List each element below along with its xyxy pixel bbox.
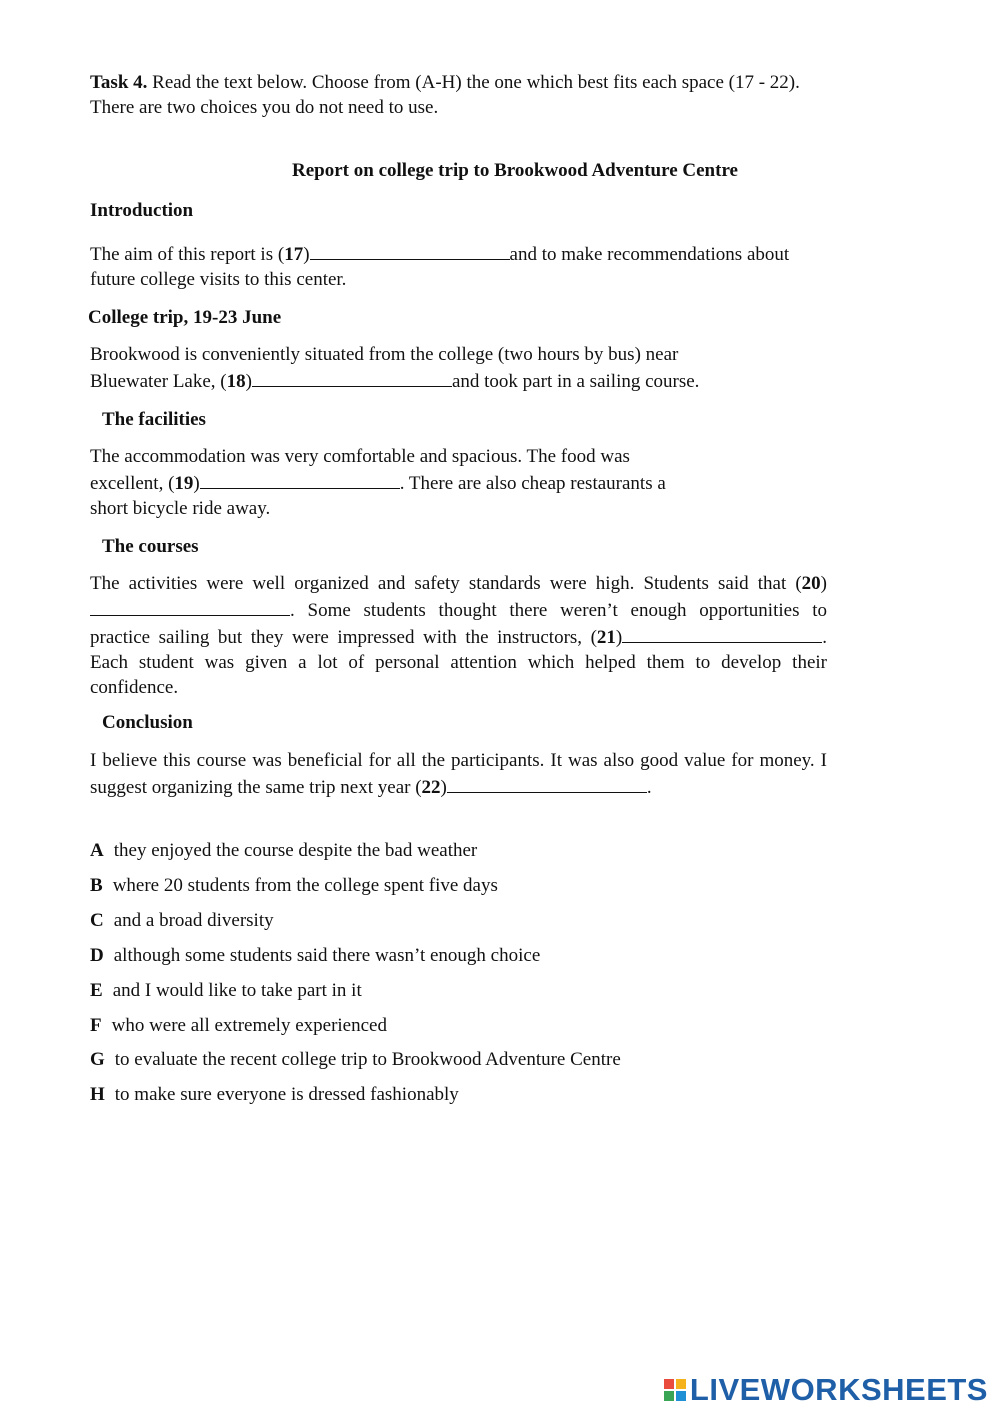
gap-number-21: 21 [596, 627, 616, 648]
answer-blank-21[interactable] [622, 623, 822, 643]
answer-blank-19[interactable] [200, 469, 400, 489]
option-item [90, 1047, 621, 1072]
trip-text-before: Brookwood is conveniently situated from the college (two hours by bus) near Bluewater Lake, ( [90, 344, 679, 392]
trip-heading: College trip, 19-23 June [88, 307, 282, 328]
option-letter: C [90, 910, 104, 931]
report-title: Report on college trip to Brookwood Adventure Centre [292, 160, 738, 181]
conclusion-text-after: . [646, 777, 652, 798]
option-letter: A [90, 840, 104, 861]
trip-text-after: and took part in a sailing course. [451, 371, 700, 392]
courses-heading: The courses [102, 536, 199, 557]
facilities-heading: The facilities [102, 409, 206, 430]
option-letter: F [90, 1015, 102, 1036]
option-text: where 20 students from the college spent five days [112, 875, 498, 896]
option-text: to evaluate the recent college trip to Brookwood Adventure Centre [114, 1049, 621, 1070]
introduction-heading: Introduction [90, 200, 194, 221]
logo-text: LIVEWORKSHEETS [689, 1372, 988, 1407]
facilities-text-mid: ) [193, 473, 200, 494]
logo-square [676, 1379, 686, 1389]
courses-paragraph [90, 571, 827, 700]
facilities-text-after: . There are also cheap restaurants a short bicycle ride away. [90, 473, 666, 519]
option-text: although some students said there wasn’t enough choice [113, 945, 541, 966]
gap-number-20: 20 [801, 573, 821, 594]
option-text: who were all extremely experienced [111, 1015, 387, 1036]
liveworksheets-logo [664, 1372, 988, 1408]
option-text: they enjoyed the course despite the bad weather [113, 840, 478, 861]
facilities-text-before: The accommodation was very comfortable and spacious. The food was excellent, ( [90, 446, 630, 494]
option-item [90, 873, 498, 898]
gap-number-22: 22 [421, 777, 441, 798]
task-instruction-text: Read the text below. Choose from (A-H) the one which best fits each space (17 - 22). There are two choices you do not need to use. [90, 72, 800, 118]
answer-blank-20[interactable] [90, 596, 290, 616]
answer-blank-22[interactable] [447, 773, 647, 793]
option-item [90, 838, 477, 863]
logo-square [664, 1379, 674, 1389]
courses-text-after: . Each student was given a lot of personal attention which helped them to develop their confidence. [90, 627, 827, 698]
conclusion-text-mid: ) [440, 777, 447, 798]
answer-blank-17[interactable] [310, 240, 510, 260]
conclusion-paragraph [90, 748, 827, 800]
gap-number-18: 18 [226, 371, 246, 392]
intro-text-mid: ) [303, 244, 310, 265]
conclusion-heading: Conclusion [102, 712, 193, 733]
courses-text-before: The activities were well organized and safety standards were high. Students said that ( [90, 573, 802, 594]
conclusion-text-before: I believe this course was beneficial for all the participants. It was also good value for money. I suggest organizing the same trip next year ( [90, 750, 827, 798]
option-letter: D [90, 945, 104, 966]
intro-text-after: and to make recommendations about future college visits to this center. [90, 244, 790, 290]
logo-square [676, 1391, 686, 1401]
option-text: to make sure everyone is dressed fashionably [114, 1084, 459, 1105]
option-letter: G [90, 1049, 105, 1070]
option-item [90, 943, 540, 968]
option-item [90, 1082, 459, 1107]
facilities-paragraph [90, 444, 702, 521]
option-letter: E [90, 980, 103, 1001]
courses-text-between: . Some students thought there weren’t enough opportunities to practice sailing but they were impressed with the instructors, ( [90, 600, 827, 648]
courses-text-mid1: ) [820, 573, 827, 594]
option-text: and a broad diversity [113, 910, 274, 931]
option-item [90, 1013, 387, 1038]
gap-number-19: 19 [174, 473, 194, 494]
trip-paragraph [90, 342, 740, 394]
answer-blank-18[interactable] [252, 367, 452, 387]
introduction-paragraph [90, 240, 790, 292]
intro-text-before: The aim of this report is ( [90, 244, 285, 265]
task-instruction [90, 70, 827, 120]
option-item [90, 978, 362, 1003]
courses-text-mid2: ) [615, 627, 623, 648]
task-label: Task 4. [90, 72, 148, 93]
option-text: and I would like to take part in it [112, 980, 362, 1001]
option-letter: H [90, 1084, 105, 1105]
option-item [90, 908, 274, 933]
option-letter: B [90, 875, 103, 896]
trip-text-mid: ) [245, 371, 252, 392]
logo-square [664, 1391, 674, 1401]
gap-number-17: 17 [284, 244, 304, 265]
logo-mark-icon [664, 1379, 686, 1401]
